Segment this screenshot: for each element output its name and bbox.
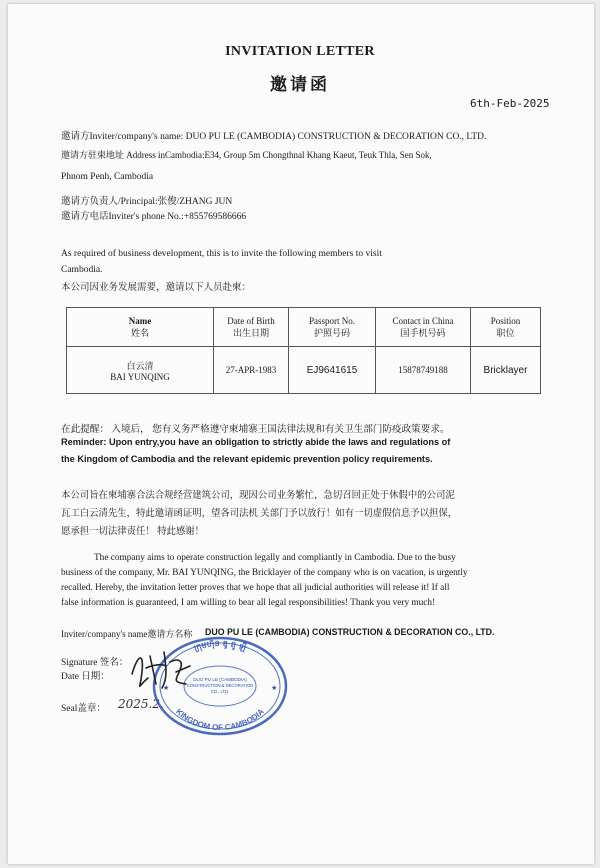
statement-en-2: business of the company, Mr. BAI YUNQING, the Bricklayer of the company who is on vacation, is urgently <box>61 568 468 578</box>
table-header-cell: Name 姓名 <box>67 308 214 347</box>
seal-bottom-text: KINGDOM OF CAMBODIA <box>174 707 266 733</box>
seal-label: Seal盖章： <box>61 704 106 714</box>
statement-cn-2: 瓦工白云清先生，特此邀请函证明，望各司法机 关部门予以放行！如有一切虚假信息予以担保， <box>61 509 458 519</box>
reminder-cn: 在此提醒： 入境后， 您有义务严格遵守柬埔寨王国法律法规和有关卫生部门防疫政策要求。 <box>61 424 450 435</box>
letter-title-cn: 邀请函 <box>270 75 330 94</box>
seal-star-icon: ★ <box>163 684 170 692</box>
seal-star-icon: ★ <box>271 684 278 692</box>
inviter-address-line2: Phnom Penh, Cambodia <box>61 172 154 182</box>
statement-cn-1: 本公司旨在柬埔寨合法合规经营建筑公司，现因公司业务繁忙，急切召回正处于休假中的公司泥 <box>61 491 455 501</box>
statement-en-4: false information is guaranteed, I am willing to bear all legal responsibilities! Thank you very much! <box>61 598 436 608</box>
inviter-company-line: 邀请方Inviter/company's name: DUO PU LE (CAMBODIA) CONSTRUCTION & DECORATION CO., LTD. <box>61 132 487 142</box>
footer-company-label: Inviter/company's name邀请方名称 <box>61 629 193 639</box>
seal-top-text: ក្រុមហ៊ុន ឌូ ពូ ឡឺ <box>192 638 248 653</box>
table-cell-position: Bricklayer <box>471 347 541 394</box>
letter-date: 6th-Feb-2025 <box>470 97 550 110</box>
intro-cn: 本公司因业务发展需要，邀请以下人员赴柬： <box>61 283 252 293</box>
inviter-principal-line: 邀请方负责人/Principal:张俊/ZHANG JUN <box>61 197 233 207</box>
table-header-cell: Position 职位 <box>471 308 541 347</box>
table-cell-passport: EJ9641615 <box>289 347 376 394</box>
statement-cn-3: 愿承担一切法律责任！ 特此感谢！ <box>61 527 204 537</box>
table-cell-dob: 27-APR-1983 <box>214 347 289 394</box>
handwritten-signature <box>126 644 196 694</box>
footer-company-name: DUO PU LE (CAMBODIA) CONSTRUCTION & DECORATION CO., LTD. <box>205 627 495 637</box>
seal-mid-text: DUO PU LE (CAMBODIA) <box>193 677 247 682</box>
table-header-cell: Passport No. 护照号码 <box>289 308 376 347</box>
intro-en-1: As required of business development, this is to invite the following members to visit <box>61 249 382 259</box>
intro-en-2: Cambodia. <box>61 265 103 275</box>
signature-label: Signature 签名： <box>61 658 129 668</box>
letter-title: INVITATION LETTER <box>225 44 375 59</box>
table-header-cell: Contact in China 国手机号码 <box>376 308 471 347</box>
table-header-row <box>67 308 541 347</box>
reminder-en-2: the Kingdom of Cambodia and the relevant epidemic prevention policy requirements. <box>61 454 433 464</box>
table-header-cell: Date of Birth 出生日期 <box>214 308 289 347</box>
table-row <box>67 347 541 394</box>
statement-en-3: recalled. Hereby, the invitation letter proves that we hope that all judicial authorities will release it! If all <box>61 583 450 593</box>
seal-mid-text-2: CONSTRUCTION & DECORATION <box>186 683 254 688</box>
handwritten-date: 2025.2. <box>118 697 164 711</box>
inviter-phone-line: 邀请方电话Inviter's phone No.:+855769586666 <box>61 212 247 222</box>
statement-en-1: The company aims to operate construction legally and compliantly in Cambodia. Due to the busy <box>94 553 456 563</box>
inviter-address-line1: 邀请方驻柬地址 Address inCambodia:E34, Group 5m Chongthnal Khang Kaeut, Teuk Thla, Sen Sok, <box>61 150 432 160</box>
date-label: Date 日期： <box>61 672 110 682</box>
reminder-en-1: Reminder: Upon entry,you have an obligation to strictly abide the laws and regulations of <box>61 437 451 447</box>
table-cell-name: 白云清 BAI YUNQING <box>67 347 214 394</box>
invitee-table <box>66 307 541 394</box>
seal-mid-text-3: CO., LTD. <box>210 689 230 694</box>
table-cell-contact: 15878749188 <box>376 347 471 394</box>
